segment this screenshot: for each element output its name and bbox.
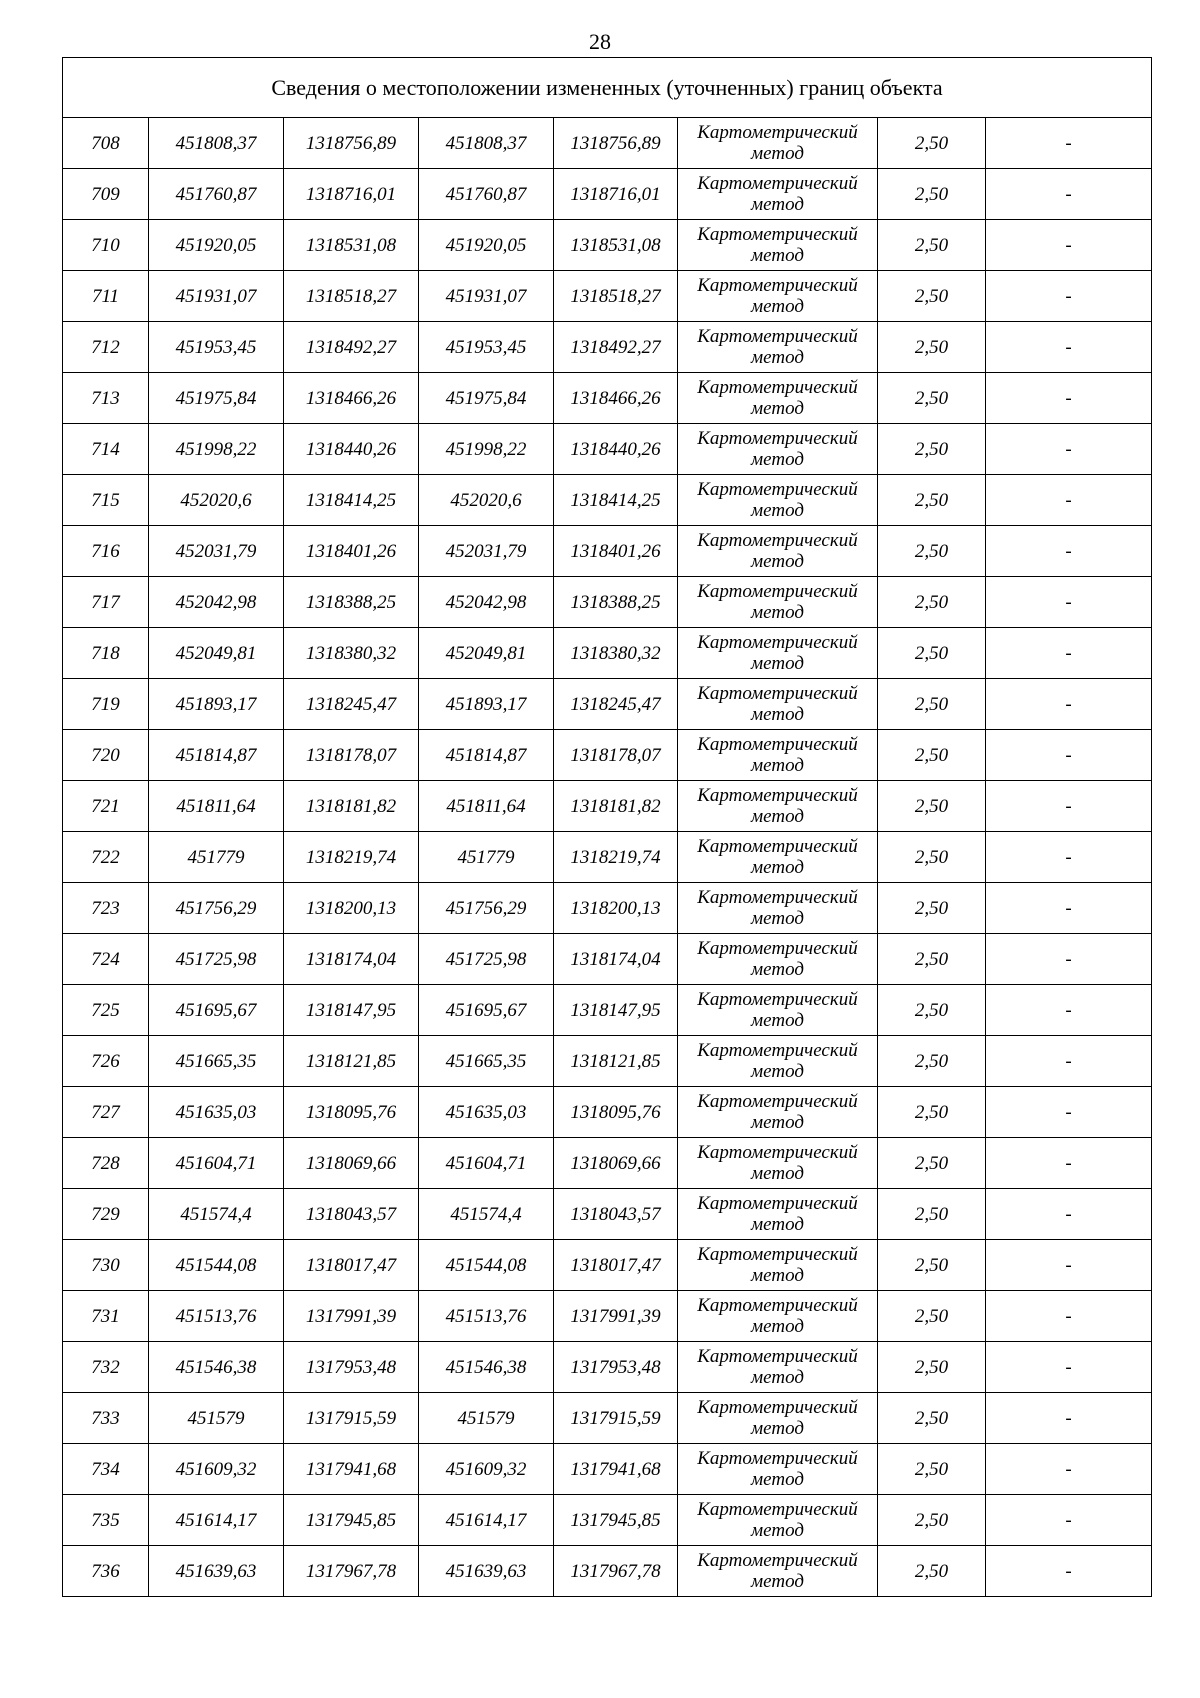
- method-cell: Картометрический метод: [678, 1342, 878, 1393]
- existing-x-cell: 451604,71: [149, 1138, 284, 1189]
- updated-x-cell: 451609,32: [419, 1444, 554, 1495]
- existing-y-cell: 1317945,85: [284, 1495, 419, 1546]
- updated-x-cell: 451893,17: [419, 679, 554, 730]
- updated-y-cell: 1318414,25: [554, 475, 678, 526]
- accuracy-cell: 2,50: [878, 169, 986, 220]
- note-cell: -: [986, 1138, 1152, 1189]
- existing-y-cell: 1318492,27: [284, 322, 419, 373]
- table-row: [63, 271, 1152, 322]
- updated-y-cell: 1318178,07: [554, 730, 678, 781]
- existing-x-cell: 451635,03: [149, 1087, 284, 1138]
- existing-x-cell: 451998,22: [149, 424, 284, 475]
- accuracy-cell: 2,50: [878, 1393, 986, 1444]
- point-number-cell: 729: [63, 1189, 149, 1240]
- accuracy-cell: 2,50: [878, 679, 986, 730]
- note-cell: -: [986, 730, 1152, 781]
- method-cell: Картометрический метод: [678, 424, 878, 475]
- table-row: [63, 985, 1152, 1036]
- note-cell: -: [986, 1189, 1152, 1240]
- method-cell: Картометрический метод: [678, 271, 878, 322]
- point-number-cell: 734: [63, 1444, 149, 1495]
- point-number-cell: 719: [63, 679, 149, 730]
- accuracy-cell: 2,50: [878, 577, 986, 628]
- point-number-cell: 725: [63, 985, 149, 1036]
- existing-y-cell: 1317941,68: [284, 1444, 419, 1495]
- point-number-cell: 712: [63, 322, 149, 373]
- note-cell: -: [986, 628, 1152, 679]
- existing-y-cell: 1318069,66: [284, 1138, 419, 1189]
- accuracy-cell: 2,50: [878, 1546, 986, 1597]
- updated-y-cell: 1318380,32: [554, 628, 678, 679]
- point-number-cell: 710: [63, 220, 149, 271]
- method-cell: Картометрический метод: [678, 1189, 878, 1240]
- table-body: [63, 58, 1152, 1597]
- updated-y-cell: 1318531,08: [554, 220, 678, 271]
- note-cell: -: [986, 373, 1152, 424]
- updated-x-cell: 451931,07: [419, 271, 554, 322]
- updated-x-cell: 451639,63: [419, 1546, 554, 1597]
- point-number-cell: 722: [63, 832, 149, 883]
- accuracy-cell: 2,50: [878, 424, 986, 475]
- table-row: [63, 1495, 1152, 1546]
- table-row: [63, 220, 1152, 271]
- existing-x-cell: 451609,32: [149, 1444, 284, 1495]
- point-number-cell: 723: [63, 883, 149, 934]
- method-cell: Картометрический метод: [678, 118, 878, 169]
- existing-x-cell: 451574,4: [149, 1189, 284, 1240]
- point-number-cell: 718: [63, 628, 149, 679]
- table-row: [63, 1036, 1152, 1087]
- updated-y-cell: 1318440,26: [554, 424, 678, 475]
- existing-y-cell: 1318200,13: [284, 883, 419, 934]
- updated-x-cell: 451614,17: [419, 1495, 554, 1546]
- method-cell: Картометрический метод: [678, 832, 878, 883]
- point-number-cell: 721: [63, 781, 149, 832]
- table-row: [63, 1546, 1152, 1597]
- updated-y-cell: 1317941,68: [554, 1444, 678, 1495]
- note-cell: -: [986, 934, 1152, 985]
- updated-x-cell: 451811,64: [419, 781, 554, 832]
- point-number-cell: 728: [63, 1138, 149, 1189]
- updated-x-cell: 451579: [419, 1393, 554, 1444]
- note-cell: -: [986, 118, 1152, 169]
- table-row: [63, 373, 1152, 424]
- updated-x-cell: 452031,79: [419, 526, 554, 577]
- existing-y-cell: 1318380,32: [284, 628, 419, 679]
- note-cell: -: [986, 1393, 1152, 1444]
- updated-y-cell: 1318069,66: [554, 1138, 678, 1189]
- table-row: [63, 577, 1152, 628]
- note-cell: -: [986, 781, 1152, 832]
- updated-y-cell: 1318492,27: [554, 322, 678, 373]
- updated-x-cell: 451920,05: [419, 220, 554, 271]
- note-cell: -: [986, 169, 1152, 220]
- existing-x-cell: 452042,98: [149, 577, 284, 628]
- existing-x-cell: 451931,07: [149, 271, 284, 322]
- updated-x-cell: 452042,98: [419, 577, 554, 628]
- existing-x-cell: 451544,08: [149, 1240, 284, 1291]
- existing-y-cell: 1318440,26: [284, 424, 419, 475]
- updated-y-cell: 1318756,89: [554, 118, 678, 169]
- existing-x-cell: 451760,87: [149, 169, 284, 220]
- updated-y-cell: 1318245,47: [554, 679, 678, 730]
- updated-x-cell: 451604,71: [419, 1138, 554, 1189]
- note-cell: -: [986, 1240, 1152, 1291]
- note-cell: -: [986, 1546, 1152, 1597]
- updated-y-cell: 1318219,74: [554, 832, 678, 883]
- existing-x-cell: 451779: [149, 832, 284, 883]
- table-row: [63, 883, 1152, 934]
- accuracy-cell: 2,50: [878, 220, 986, 271]
- method-cell: Картометрический метод: [678, 985, 878, 1036]
- method-cell: Картометрический метод: [678, 934, 878, 985]
- updated-y-cell: 1317967,78: [554, 1546, 678, 1597]
- existing-x-cell: 451614,17: [149, 1495, 284, 1546]
- existing-x-cell: 451665,35: [149, 1036, 284, 1087]
- method-cell: Картометрический метод: [678, 373, 878, 424]
- table-row: [63, 1393, 1152, 1444]
- existing-y-cell: 1317991,39: [284, 1291, 419, 1342]
- updated-x-cell: 451760,87: [419, 169, 554, 220]
- existing-y-cell: 1318219,74: [284, 832, 419, 883]
- existing-x-cell: 451546,38: [149, 1342, 284, 1393]
- point-number-cell: 735: [63, 1495, 149, 1546]
- table-row: [63, 1342, 1152, 1393]
- accuracy-cell: 2,50: [878, 985, 986, 1036]
- existing-y-cell: 1318095,76: [284, 1087, 419, 1138]
- updated-y-cell: 1318388,25: [554, 577, 678, 628]
- point-number-cell: 733: [63, 1393, 149, 1444]
- note-cell: -: [986, 1342, 1152, 1393]
- updated-x-cell: 451544,08: [419, 1240, 554, 1291]
- accuracy-cell: 2,50: [878, 1495, 986, 1546]
- point-number-cell: 730: [63, 1240, 149, 1291]
- existing-y-cell: 1317953,48: [284, 1342, 419, 1393]
- point-number-cell: 711: [63, 271, 149, 322]
- accuracy-cell: 2,50: [878, 526, 986, 577]
- existing-y-cell: 1318388,25: [284, 577, 419, 628]
- note-cell: -: [986, 1291, 1152, 1342]
- note-cell: -: [986, 220, 1152, 271]
- updated-y-cell: 1317945,85: [554, 1495, 678, 1546]
- updated-x-cell: 452049,81: [419, 628, 554, 679]
- updated-x-cell: 451808,37: [419, 118, 554, 169]
- existing-y-cell: 1318174,04: [284, 934, 419, 985]
- note-cell: -: [986, 1444, 1152, 1495]
- method-cell: Картометрический метод: [678, 1291, 878, 1342]
- existing-y-cell: 1318043,57: [284, 1189, 419, 1240]
- updated-y-cell: 1318043,57: [554, 1189, 678, 1240]
- existing-x-cell: 451725,98: [149, 934, 284, 985]
- point-number-cell: 716: [63, 526, 149, 577]
- existing-y-cell: 1318716,01: [284, 169, 419, 220]
- existing-x-cell: 451893,17: [149, 679, 284, 730]
- updated-x-cell: 451574,4: [419, 1189, 554, 1240]
- note-cell: -: [986, 526, 1152, 577]
- accuracy-cell: 2,50: [878, 373, 986, 424]
- method-cell: Картометрический метод: [678, 1495, 878, 1546]
- table-title-row: [63, 58, 1152, 118]
- updated-y-cell: 1317915,59: [554, 1393, 678, 1444]
- existing-y-cell: 1318401,26: [284, 526, 419, 577]
- existing-y-cell: 1318178,07: [284, 730, 419, 781]
- method-cell: Картометрический метод: [678, 1138, 878, 1189]
- existing-y-cell: 1318147,95: [284, 985, 419, 1036]
- accuracy-cell: 2,50: [878, 934, 986, 985]
- note-cell: -: [986, 883, 1152, 934]
- existing-x-cell: 451811,64: [149, 781, 284, 832]
- existing-x-cell: 451814,87: [149, 730, 284, 781]
- updated-y-cell: 1318200,13: [554, 883, 678, 934]
- accuracy-cell: 2,50: [878, 781, 986, 832]
- updated-y-cell: 1318017,47: [554, 1240, 678, 1291]
- table-row: [63, 1189, 1152, 1240]
- existing-x-cell: 451513,76: [149, 1291, 284, 1342]
- table-row: [63, 424, 1152, 475]
- table-row: [63, 628, 1152, 679]
- accuracy-cell: 2,50: [878, 1444, 986, 1495]
- existing-x-cell: 452031,79: [149, 526, 284, 577]
- updated-y-cell: 1318174,04: [554, 934, 678, 985]
- note-cell: -: [986, 424, 1152, 475]
- updated-y-cell: 1318181,82: [554, 781, 678, 832]
- existing-y-cell: 1317915,59: [284, 1393, 419, 1444]
- existing-y-cell: 1318245,47: [284, 679, 419, 730]
- method-cell: Картометрический метод: [678, 730, 878, 781]
- coordinates-table: [62, 57, 1152, 1597]
- updated-x-cell: 451665,35: [419, 1036, 554, 1087]
- method-cell: Картометрический метод: [678, 475, 878, 526]
- accuracy-cell: 2,50: [878, 730, 986, 781]
- updated-x-cell: 451998,22: [419, 424, 554, 475]
- existing-y-cell: 1318121,85: [284, 1036, 419, 1087]
- existing-x-cell: 451920,05: [149, 220, 284, 271]
- method-cell: Картометрический метод: [678, 1087, 878, 1138]
- note-cell: -: [986, 985, 1152, 1036]
- point-number-cell: 726: [63, 1036, 149, 1087]
- accuracy-cell: 2,50: [878, 1138, 986, 1189]
- method-cell: Картометрический метод: [678, 1036, 878, 1087]
- point-number-cell: 731: [63, 1291, 149, 1342]
- updated-y-cell: 1318466,26: [554, 373, 678, 424]
- updated-y-cell: 1318518,27: [554, 271, 678, 322]
- table-row: [63, 832, 1152, 883]
- accuracy-cell: 2,50: [878, 475, 986, 526]
- method-cell: Картометрический метод: [678, 1444, 878, 1495]
- table-row: [63, 1087, 1152, 1138]
- method-cell: Картометрический метод: [678, 679, 878, 730]
- existing-y-cell: 1318756,89: [284, 118, 419, 169]
- table-row: [63, 679, 1152, 730]
- existing-y-cell: 1318414,25: [284, 475, 419, 526]
- existing-y-cell: 1318466,26: [284, 373, 419, 424]
- accuracy-cell: 2,50: [878, 271, 986, 322]
- existing-y-cell: 1318518,27: [284, 271, 419, 322]
- table-row: [63, 169, 1152, 220]
- accuracy-cell: 2,50: [878, 1087, 986, 1138]
- existing-y-cell: 1318017,47: [284, 1240, 419, 1291]
- existing-y-cell: 1318181,82: [284, 781, 419, 832]
- note-cell: -: [986, 475, 1152, 526]
- existing-x-cell: 451808,37: [149, 118, 284, 169]
- accuracy-cell: 2,50: [878, 1189, 986, 1240]
- point-number-cell: 727: [63, 1087, 149, 1138]
- point-number-cell: 720: [63, 730, 149, 781]
- note-cell: -: [986, 577, 1152, 628]
- point-number-cell: 708: [63, 118, 149, 169]
- updated-x-cell: 451756,29: [419, 883, 554, 934]
- updated-y-cell: 1318095,76: [554, 1087, 678, 1138]
- accuracy-cell: 2,50: [878, 118, 986, 169]
- existing-x-cell: 451579: [149, 1393, 284, 1444]
- existing-x-cell: 451756,29: [149, 883, 284, 934]
- method-cell: Картометрический метод: [678, 220, 878, 271]
- table-row: [63, 526, 1152, 577]
- updated-x-cell: 451546,38: [419, 1342, 554, 1393]
- accuracy-cell: 2,50: [878, 883, 986, 934]
- updated-x-cell: 451725,98: [419, 934, 554, 985]
- point-number-cell: 713: [63, 373, 149, 424]
- table-row: [63, 934, 1152, 985]
- updated-y-cell: 1318147,95: [554, 985, 678, 1036]
- method-cell: Картометрический метод: [678, 1546, 878, 1597]
- updated-x-cell: 451513,76: [419, 1291, 554, 1342]
- method-cell: Картометрический метод: [678, 526, 878, 577]
- point-number-cell: 717: [63, 577, 149, 628]
- updated-y-cell: 1317991,39: [554, 1291, 678, 1342]
- method-cell: Картометрический метод: [678, 1240, 878, 1291]
- updated-y-cell: 1318716,01: [554, 169, 678, 220]
- updated-x-cell: 451635,03: [419, 1087, 554, 1138]
- method-cell: Картометрический метод: [678, 883, 878, 934]
- point-number-cell: 715: [63, 475, 149, 526]
- note-cell: -: [986, 1495, 1152, 1546]
- table-row: [63, 322, 1152, 373]
- existing-x-cell: 451953,45: [149, 322, 284, 373]
- method-cell: Картометрический метод: [678, 169, 878, 220]
- table-row: [63, 118, 1152, 169]
- note-cell: -: [986, 271, 1152, 322]
- existing-x-cell: 451975,84: [149, 373, 284, 424]
- table-row: [63, 730, 1152, 781]
- method-cell: Картометрический метод: [678, 322, 878, 373]
- existing-y-cell: 1318531,08: [284, 220, 419, 271]
- page-number: 28: [589, 29, 611, 54]
- accuracy-cell: 2,50: [878, 1240, 986, 1291]
- table-title: Сведения о местоположении измененных (уточненных) границ объекта: [63, 58, 1152, 118]
- updated-x-cell: 451953,45: [419, 322, 554, 373]
- updated-x-cell: 452020,6: [419, 475, 554, 526]
- note-cell: -: [986, 1036, 1152, 1087]
- method-cell: Картометрический метод: [678, 628, 878, 679]
- accuracy-cell: 2,50: [878, 832, 986, 883]
- method-cell: Картометрический метод: [678, 1393, 878, 1444]
- existing-y-cell: 1317967,78: [284, 1546, 419, 1597]
- point-number-cell: 714: [63, 424, 149, 475]
- note-cell: -: [986, 832, 1152, 883]
- accuracy-cell: 2,50: [878, 322, 986, 373]
- existing-x-cell: 451695,67: [149, 985, 284, 1036]
- method-cell: Картометрический метод: [678, 781, 878, 832]
- accuracy-cell: 2,50: [878, 628, 986, 679]
- method-cell: Картометрический метод: [678, 577, 878, 628]
- table-row: [63, 781, 1152, 832]
- point-number-cell: 732: [63, 1342, 149, 1393]
- point-number-cell: 724: [63, 934, 149, 985]
- note-cell: -: [986, 679, 1152, 730]
- updated-x-cell: 451975,84: [419, 373, 554, 424]
- accuracy-cell: 2,50: [878, 1342, 986, 1393]
- existing-x-cell: 452020,6: [149, 475, 284, 526]
- table-row: [63, 1444, 1152, 1495]
- updated-x-cell: 451695,67: [419, 985, 554, 1036]
- existing-x-cell: 451639,63: [149, 1546, 284, 1597]
- updated-y-cell: 1317953,48: [554, 1342, 678, 1393]
- point-number-cell: 709: [63, 169, 149, 220]
- note-cell: -: [986, 322, 1152, 373]
- updated-y-cell: 1318401,26: [554, 526, 678, 577]
- note-cell: -: [986, 1087, 1152, 1138]
- existing-x-cell: 452049,81: [149, 628, 284, 679]
- accuracy-cell: 2,50: [878, 1291, 986, 1342]
- table-row: [63, 1291, 1152, 1342]
- updated-y-cell: 1318121,85: [554, 1036, 678, 1087]
- accuracy-cell: 2,50: [878, 1036, 986, 1087]
- table-row: [63, 1138, 1152, 1189]
- table-row: [63, 1240, 1152, 1291]
- updated-x-cell: 451814,87: [419, 730, 554, 781]
- point-number-cell: 736: [63, 1546, 149, 1597]
- table-row: [63, 475, 1152, 526]
- updated-x-cell: 451779: [419, 832, 554, 883]
